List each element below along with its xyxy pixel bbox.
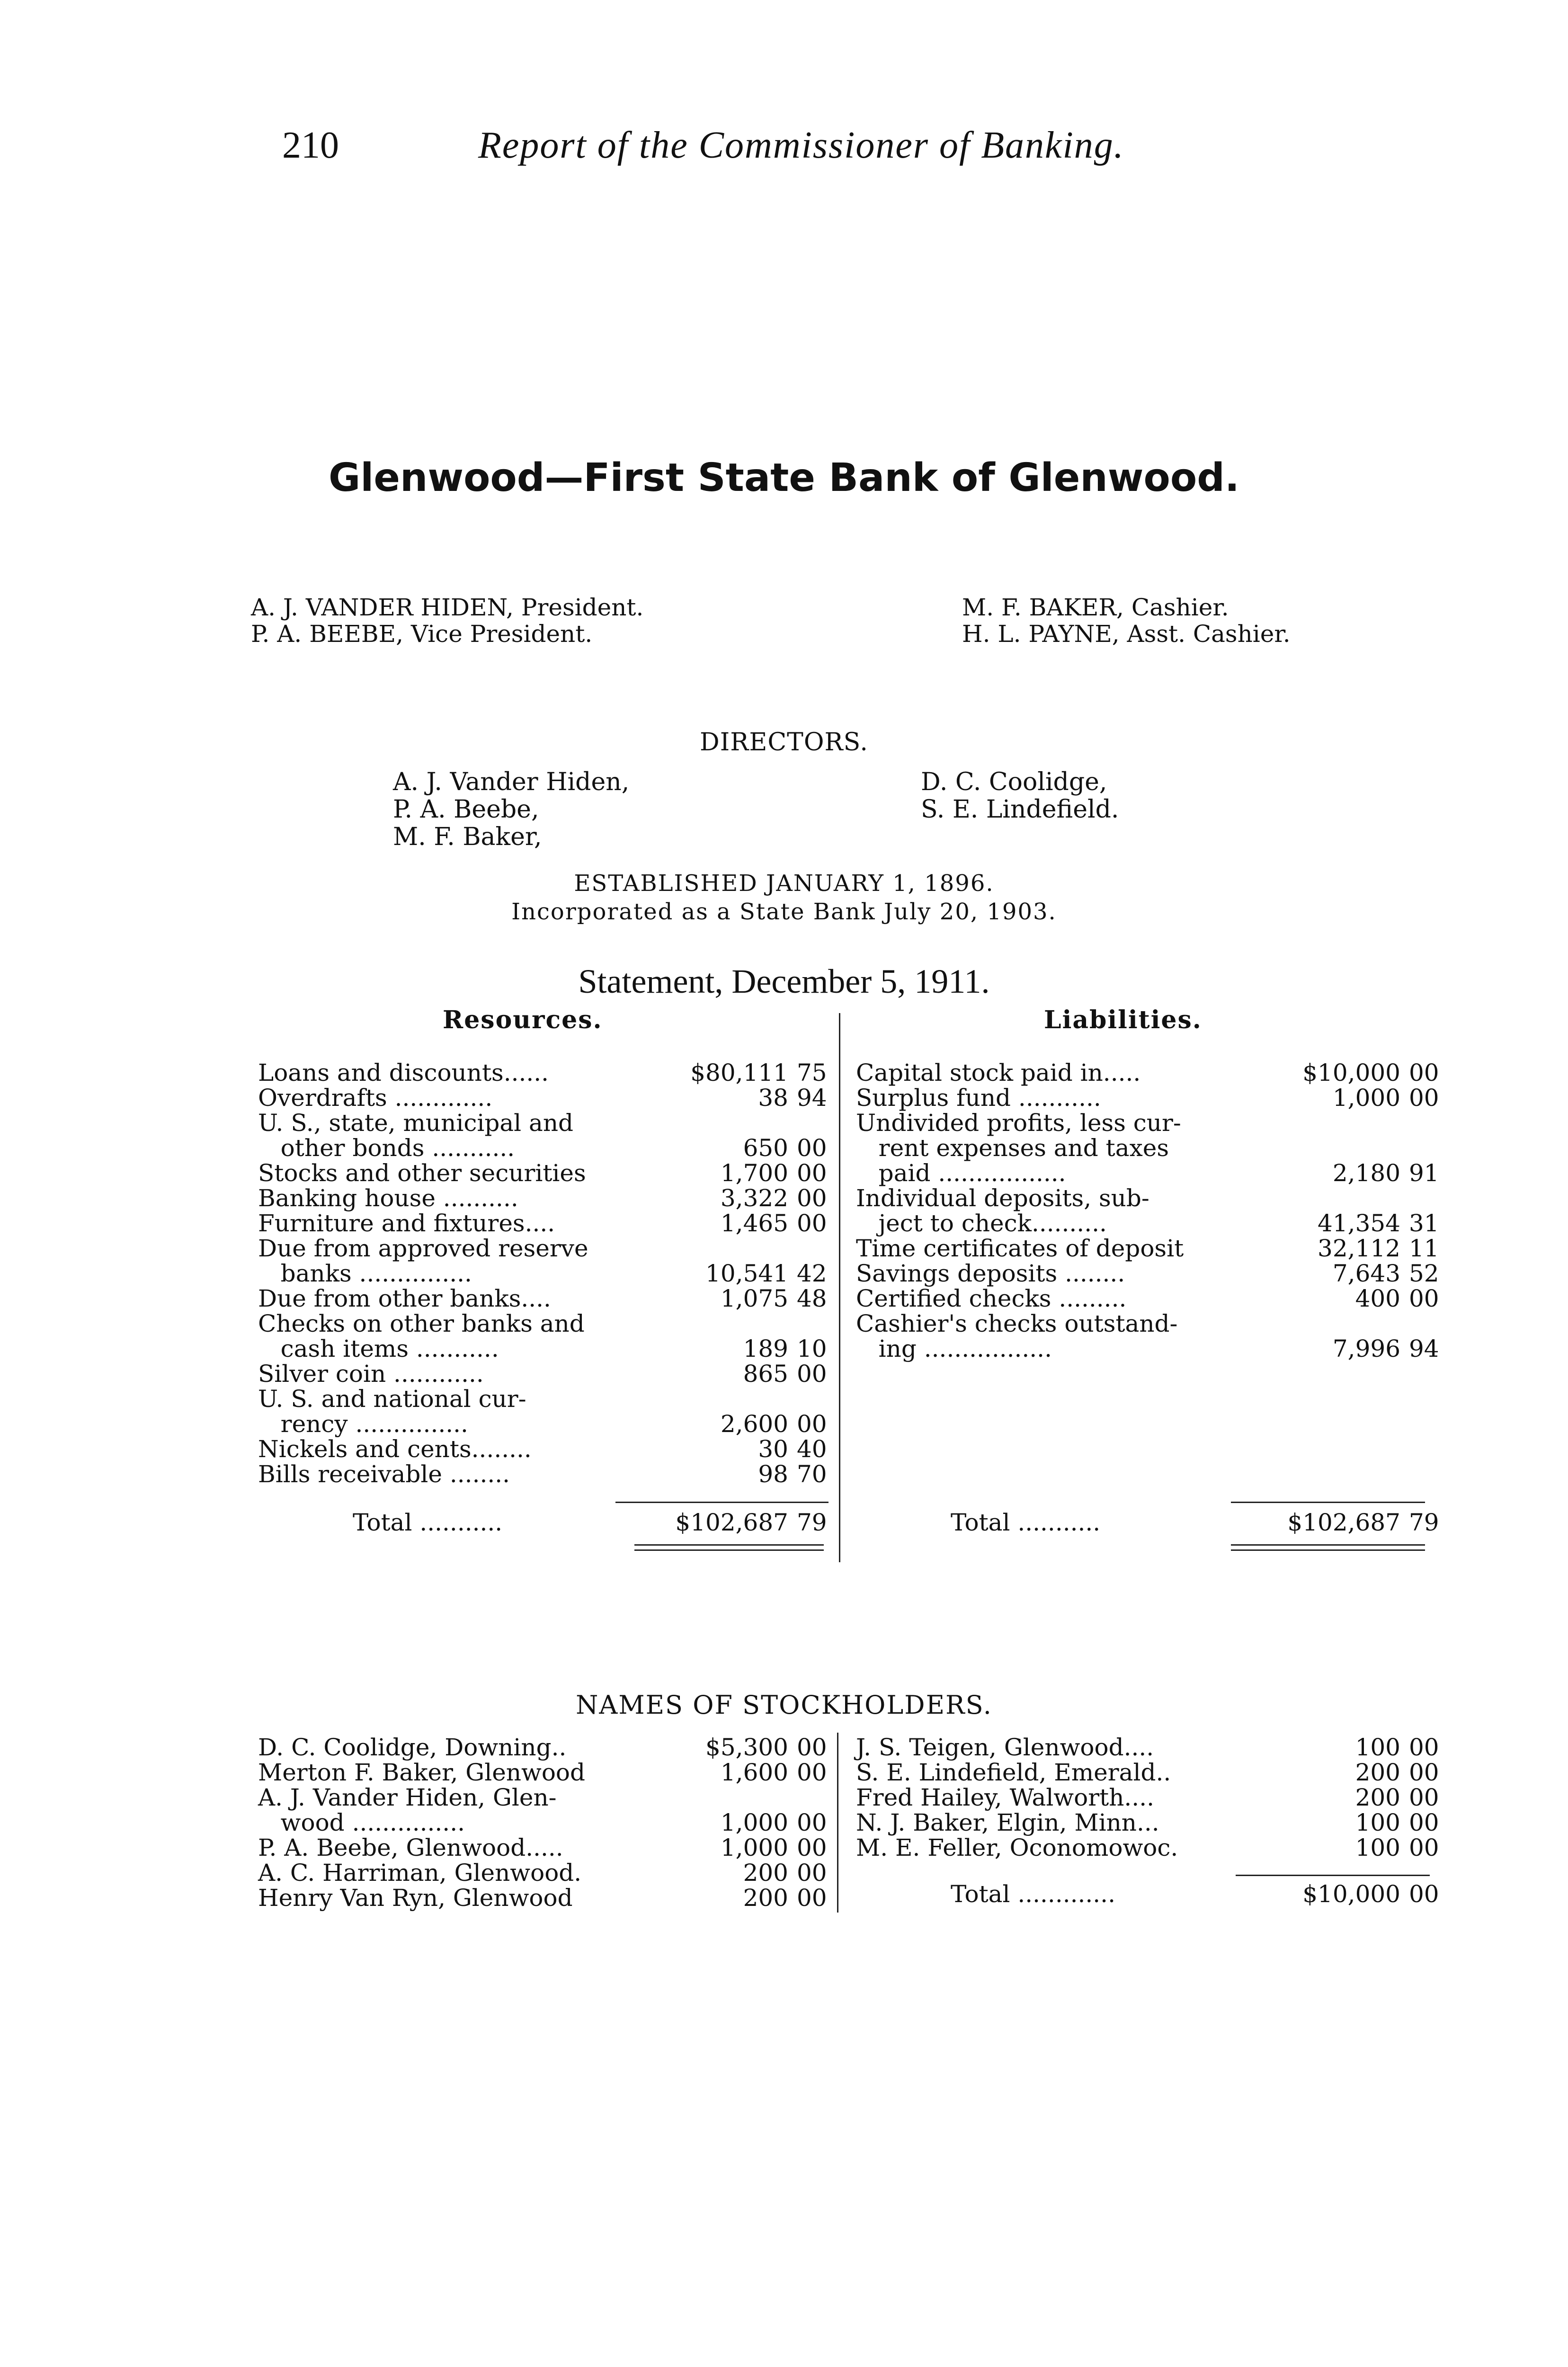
table-row [856,1835,1438,1860]
total-cents: 79 [1409,1509,1439,1536]
table-row [258,1361,826,1387]
row-cents: 00 [1409,1784,1439,1811]
liabilities-total-rule [1231,1502,1425,1503]
row-dollars: $10,000 [1302,1059,1400,1086]
row-dollars: $80,111 [690,1059,788,1086]
row-cents: 00 [797,1759,827,1786]
stockholders-total-row [856,1882,1438,1907]
row-label: Time certificates of deposit [856,1235,1184,1262]
row-cents: 70 [797,1460,827,1488]
table-row [258,1086,826,1111]
table-row [856,1760,1438,1785]
stockholders-divider [837,1733,838,1913]
officer-vice-president: P. A. BEEBE, Vice President. [251,620,593,648]
row-label: Furniture and fixtures.... [258,1210,555,1237]
row-label: Savings deposits ........ [856,1260,1125,1287]
stockholders-right-table [856,1735,1438,1860]
row-dollars: 189 [743,1335,788,1362]
row-label: U. S. and national cur- [258,1385,526,1413]
row-dollars: 2,600 [720,1410,788,1438]
table-row [258,1186,826,1211]
officers-right [962,594,1291,647]
liabilities-double-rule [1231,1544,1425,1551]
row-dollars: 650 [743,1134,788,1162]
incorporated-line: Incorporated as a State Bank July 20, 1903. [511,899,1057,925]
row-cents: 94 [797,1084,827,1112]
resources-heading: Resources. [443,1006,603,1034]
row-label: rent expenses and taxes [856,1134,1169,1162]
row-cents: 00 [1409,1059,1439,1086]
table-row [258,1785,826,1810]
row-label: A. J. Vander Hiden, Glen- [258,1784,557,1811]
total-dollars: $102,687 [1287,1509,1400,1536]
resources-double-rule [634,1544,824,1551]
row-label: Fred Hailey, Walworth.... [856,1784,1154,1811]
row-dollars: 200 [743,1859,788,1886]
table-row [258,1286,826,1311]
row-label: Individual deposits, sub- [856,1184,1149,1212]
officer-asst-cashier: H. L. PAYNE, Asst. Cashier. [962,620,1291,648]
table-row [258,1311,826,1336]
row-cents: 00 [797,1734,827,1761]
column-divider [839,1013,840,1562]
total-label: Total ........... [951,1509,1101,1536]
row-label: Henry Van Ryn, Glenwood [258,1884,573,1912]
total-label: Total ............. [951,1880,1115,1908]
total-cents: 79 [797,1509,827,1536]
row-label: ject to check.......... [856,1210,1107,1237]
row-dollars: 100 [1355,1809,1400,1836]
row-dollars: 865 [743,1360,788,1388]
row-cents: 00 [1409,1084,1439,1112]
director-name: S. E. Lindefield. [921,795,1119,824]
established-line: ESTABLISHED JANUARY 1, 1896. [574,870,994,897]
row-dollars: 200 [1355,1784,1400,1811]
table-row [856,1735,1438,1760]
row-cents: 00 [797,1360,827,1388]
row-dollars: 7,643 [1332,1260,1400,1287]
table-row [258,1462,826,1487]
liabilities-table [856,1060,1438,1361]
row-label: Capital stock paid in..... [856,1059,1141,1086]
row-cents: 00 [1409,1809,1439,1836]
table-row [258,1437,826,1462]
table-row [258,1810,826,1835]
row-label: Loans and discounts...... [258,1059,549,1086]
row-dollars: 1,075 [720,1285,788,1312]
table-row [856,1060,1438,1086]
row-cents: 94 [1409,1335,1439,1362]
statement-title: Statement, December 5, 1911. [578,962,990,1000]
total-dollars: $102,687 [675,1509,788,1536]
table-row [856,1311,1438,1336]
table-row [856,1211,1438,1236]
table-row [856,1161,1438,1186]
row-label: Banking house .......... [258,1184,518,1212]
stockholders-left-table [258,1735,826,1911]
row-dollars: 200 [1355,1759,1400,1786]
liabilities-heading: Liabilities. [1044,1006,1202,1034]
stockholders-total-rule [1236,1875,1430,1876]
table-row [258,1236,826,1261]
row-label: D. C. Coolidge, Downing.. [258,1734,567,1761]
row-dollars: 7,996 [1332,1335,1400,1362]
row-label: Due from other banks.... [258,1285,551,1312]
row-label: Overdrafts ............. [258,1084,493,1112]
row-dollars: 100 [1355,1734,1400,1761]
total-cents: 00 [1409,1880,1439,1908]
row-dollars: 1,000 [1332,1084,1400,1112]
row-dollars: 32,112 [1318,1235,1400,1262]
row-label: U. S., state, municipal and [258,1109,574,1137]
row-label: Certified checks ......... [856,1285,1127,1312]
table-row [856,1336,1438,1361]
row-dollars: 2,180 [1332,1159,1400,1187]
row-dollars: 98 [758,1460,788,1488]
table-row [856,1111,1438,1136]
row-label: wood ............... [258,1809,465,1836]
row-dollars: 100 [1355,1834,1400,1861]
table-row [258,1735,826,1760]
table-row [258,1136,826,1161]
row-label: Checks on other banks and [258,1310,585,1337]
table-row [258,1860,826,1886]
row-label: Silver coin ............ [258,1360,484,1388]
row-label: Surplus fund ........... [856,1084,1101,1112]
row-cents: 00 [797,1184,827,1212]
table-row [856,1236,1438,1261]
row-label: J. S. Teigen, Glenwood.... [856,1734,1154,1761]
director-name: P. A. Beebe, [393,795,539,824]
row-cents: 00 [1409,1734,1439,1761]
row-label: Cashier's checks outstand- [856,1310,1178,1337]
director-name: A. J. Vander Hiden, [393,768,630,796]
row-label: P. A. Beebe, Glenwood..... [258,1834,563,1861]
row-label: Undivided profits, less cur- [856,1109,1181,1137]
row-cents: 48 [797,1285,827,1312]
table-row [258,1760,826,1785]
table-row [258,1412,826,1437]
row-cents: 00 [797,1884,827,1912]
stockholders-heading: NAMES OF STOCKHOLDERS. [576,1690,992,1720]
directors-right [921,768,1119,823]
row-label: paid ................. [856,1159,1066,1187]
table-row [856,1785,1438,1810]
row-label: other bonds ........... [258,1134,515,1162]
resources-total-row [258,1510,826,1535]
row-dollars: 3,322 [720,1184,788,1212]
row-cents: 00 [797,1859,827,1886]
row-dollars: 1,000 [720,1809,788,1836]
table-row [856,1261,1438,1286]
row-cents: 00 [797,1159,827,1187]
row-dollars: 38 [758,1084,788,1112]
row-cents: 00 [1409,1759,1439,1786]
table-row [258,1387,826,1412]
table-row [258,1336,826,1361]
row-cents: 00 [797,1210,827,1237]
row-cents: 75 [797,1059,827,1086]
row-label: banks ............... [258,1260,472,1287]
table-row [258,1886,826,1911]
total-dollars: $10,000 [1302,1880,1400,1908]
director-name: D. C. Coolidge, [921,768,1107,796]
page-number: 210 [282,125,339,166]
row-cents: 00 [1409,1285,1439,1312]
row-cents: 00 [1409,1834,1439,1861]
row-label: Nickels and cents........ [258,1435,532,1463]
directors-heading: DIRECTORS. [700,728,868,756]
table-row [258,1261,826,1286]
table-row [258,1211,826,1236]
row-cents: 10 [797,1335,827,1362]
officers-left [251,594,643,647]
total-label: Total ........... [353,1509,503,1536]
row-cents: 00 [797,1410,827,1438]
row-cents: 11 [1409,1235,1439,1262]
table-row [856,1810,1438,1835]
row-label: Bills receivable ........ [258,1460,510,1488]
table-row [856,1136,1438,1161]
row-dollars: $5,300 [705,1734,788,1761]
table-row [856,1086,1438,1111]
row-dollars: 10,541 [705,1260,788,1287]
row-label: N. J. Baker, Elgin, Minn... [856,1809,1159,1836]
officer-president: A. J. VANDER HIDEN, President. [251,594,644,621]
resources-total-rule [615,1502,829,1503]
running-title: Report of the Commissioner of Banking. [478,125,1124,166]
table-row [258,1111,826,1136]
row-cents: 31 [1409,1210,1439,1237]
row-label: Stocks and other securities [258,1159,586,1187]
directors-left [393,768,629,851]
row-label: Due from approved reserve [258,1235,588,1262]
table-row [856,1186,1438,1211]
row-dollars: 1,700 [720,1159,788,1187]
row-dollars: 1,000 [720,1834,788,1861]
table-row [258,1060,826,1086]
row-label: M. E. Feller, Oconomowoc. [856,1834,1178,1861]
row-cents: 91 [1409,1159,1439,1187]
bank-title: Glenwood—First State Bank of Glenwood. [328,455,1240,500]
row-label: ing ................. [856,1335,1052,1362]
table-row [856,1286,1438,1311]
row-dollars: 1,600 [720,1759,788,1786]
row-cents: 00 [797,1809,827,1836]
row-label: cash items ........... [258,1335,499,1362]
liabilities-total-row [856,1510,1438,1535]
row-label: Merton F. Baker, Glenwood [258,1759,586,1786]
row-dollars: 200 [743,1884,788,1912]
resources-table [258,1060,826,1487]
row-label: rency ............... [258,1410,468,1438]
row-cents: 00 [797,1834,827,1861]
row-dollars: 1,465 [720,1210,788,1237]
row-dollars: 41,354 [1318,1210,1400,1237]
row-cents: 40 [797,1435,827,1463]
row-dollars: 400 [1355,1285,1400,1312]
table-row [258,1835,826,1860]
director-name: M. F. Baker, [393,823,542,851]
row-dollars: 30 [758,1435,788,1463]
row-cents: 42 [797,1260,827,1287]
row-label: A. C. Harriman, Glenwood. [258,1859,582,1886]
officer-cashier: M. F. BAKER, Cashier. [962,594,1229,621]
table-row [258,1161,826,1186]
row-cents: 52 [1409,1260,1439,1287]
row-label: S. E. Lindefield, Emerald.. [856,1759,1171,1786]
row-cents: 00 [797,1134,827,1162]
